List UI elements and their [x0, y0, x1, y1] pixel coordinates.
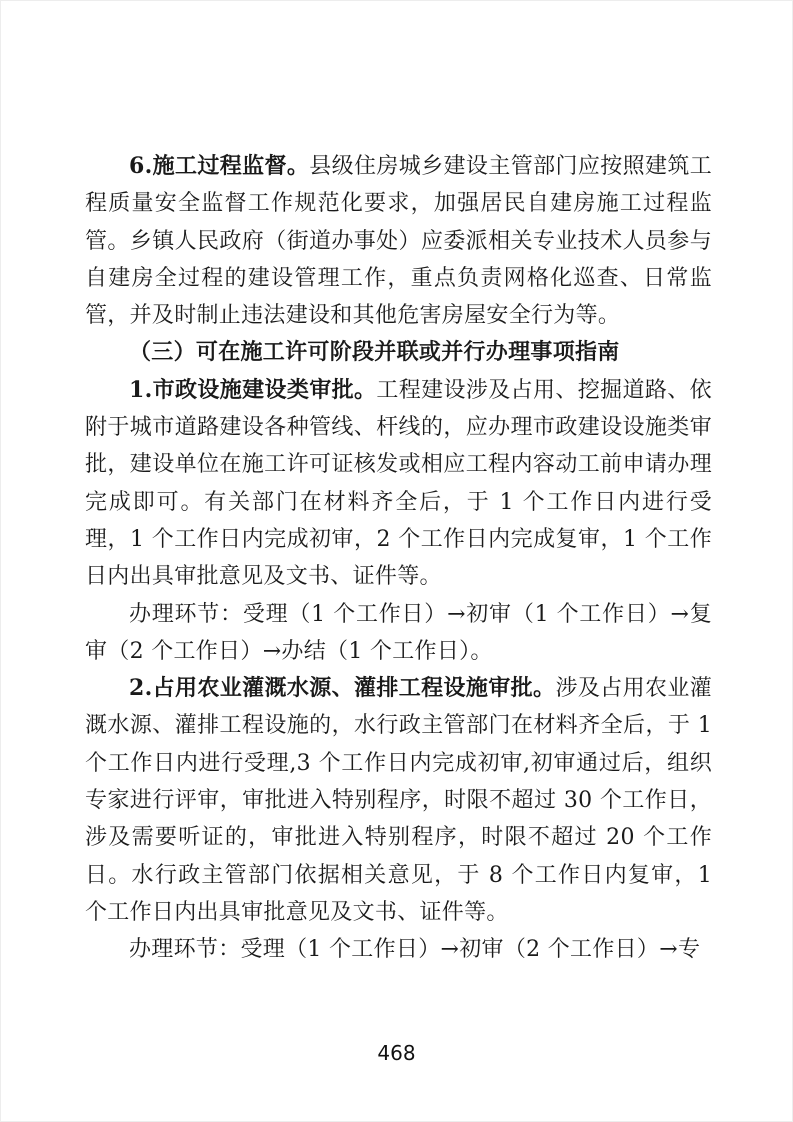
paragraph-text: 涉及占用农业灌溉水源、灌排工程设施的，水行政主管部门在材料齐全后，于 1 个工作日内进行受理,3 个工作日内完成初审,初审通过后，组织专家进行评审，审批进入特别程序，时限不超过 30 个工作日，涉及需要听证的，审批进入特别程序，时限不超过 20 个工作日。水行政主管部门依据相关意见，于 8 个工作日内复审，1 个工作日内出具审批意见及文书、证件等。	[85, 676, 712, 925]
paragraph-construction-supervision	[85, 148, 712, 334]
section-heading-three	[85, 334, 712, 371]
paragraph-process-steps-2	[85, 931, 712, 968]
paragraph-text: 办理环节：受理（1 个工作日）→初审（2 个工作日）→专	[129, 937, 701, 963]
paragraph-lead-bold: 2.占用农业灌溉水源、灌排工程设施审批。	[129, 675, 556, 702]
paragraph-lead-bold: 1.市政设施建设类审批。	[129, 376, 377, 403]
paragraph-municipal-facilities-approval	[85, 372, 712, 596]
section-heading-text: （三）可在施工许可阶段并联或并行办理事项指南	[129, 339, 620, 366]
paragraph-lead-bold: 6.施工过程监督。	[129, 153, 310, 179]
document-body	[85, 148, 712, 969]
paragraph-text: 工程建设涉及占用、挖掘道路、依附于城市道路建设各种管线、杆线的，应办理市政建设设施类审批，建设单位在施工许可证核发或相应工程内容动工前申请办理完成即可。有关部门在材料齐全后，于 1 个工作日内进行受理，1 个工作日内完成初审，2 个工作日内完成复审，1 个工作日内出具审批意见及文书、证件等。	[85, 377, 712, 590]
paragraph-text: 办理环节：受理（1 个工作日）→初审（1 个工作日）→复审（2 个工作日）→办结（1 个工作日）。	[85, 601, 712, 664]
paragraph-process-steps-1	[85, 596, 712, 671]
page-number: 468	[377, 1041, 416, 1065]
paragraph-text: 县级住房城乡建设主管部门应按照建筑工程质量安全监督工作规范化要求，加强居民自建房施工过程监管。乡镇人民政府（街道办事处）应委派相关专业技术人员参与自建房全过程的建设管理工作，重点负责网格化巡查、日常监管，并及时制止违法建设和其他危害房屋安全行为等。	[85, 154, 713, 329]
paragraph-irrigation-approval	[85, 670, 712, 931]
